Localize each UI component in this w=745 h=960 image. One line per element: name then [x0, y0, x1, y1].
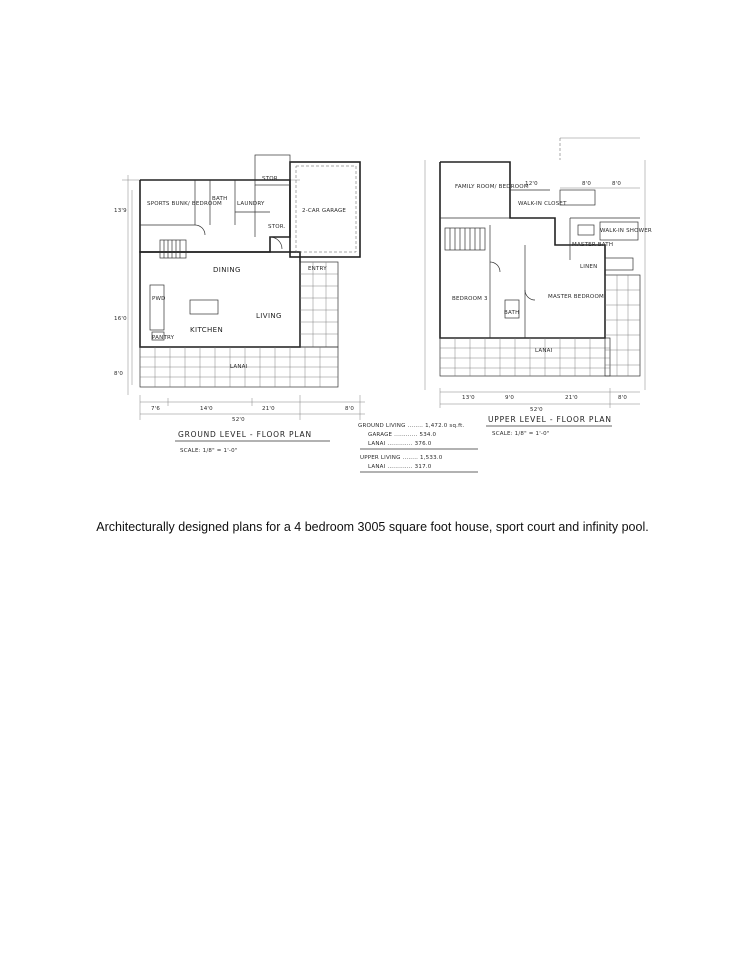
room-pwd: PWD	[152, 296, 166, 302]
dim-8-side: 8'0	[114, 371, 124, 377]
dim-upper-12: 12'0	[525, 181, 538, 187]
room-pantry: PANTRY	[152, 335, 175, 341]
room-entry: ENTRY	[308, 266, 327, 272]
upper-level-plan	[425, 138, 652, 437]
room-bedroom-3: BEDROOM 3	[452, 296, 488, 302]
dim-upper-52: 52'0	[530, 407, 543, 413]
room-garage: 2-CAR GARAGE	[302, 208, 347, 214]
ground-plan-title: GROUND LEVEL - FLOOR PLAN	[178, 430, 312, 439]
room-storage: STOR.	[262, 176, 280, 182]
room-linen: LINEN	[580, 264, 598, 270]
dim-7-6: 7'6	[151, 406, 161, 412]
room-bath: BATH	[212, 196, 228, 202]
upper-plan-title: UPPER LEVEL - FLOOR PLAN	[488, 415, 612, 424]
dim-upper-9: 9'0	[505, 395, 515, 401]
room-master-bedroom: MASTER BEDROOM	[548, 294, 604, 300]
room-lanai: LANAI	[230, 364, 248, 370]
dim-13: 13'9	[114, 208, 127, 214]
room-master-bath: MASTER BATH	[572, 242, 614, 248]
dim-upper-8-top-2: 8'0	[612, 181, 622, 187]
dim-21: 21'0	[262, 406, 275, 412]
room-family: FAMILY ROOM/ BEDROOM	[455, 184, 529, 190]
room-living: LIVING	[256, 312, 282, 320]
area-upper-lanai: LANAI ............. 317.0	[368, 464, 432, 470]
dim-16: 16'0	[114, 316, 127, 322]
room-upper-bath: BATH	[504, 310, 520, 316]
area-upper-living: UPPER LIVING ........ 1,533.0	[360, 455, 443, 461]
dim-8: 8'0	[345, 406, 355, 412]
dim-upper-21: 21'0	[565, 395, 578, 401]
room-shower: WALK-IN SHOWER	[600, 228, 652, 234]
room-sports-bunk: SPORTS BUNK/ BEDROOM	[147, 201, 222, 207]
area-lanai: LANAI ............. 376.0	[368, 441, 432, 447]
ground-plan-scale: SCALE: 1/8" = 1'-0"	[180, 448, 238, 454]
dim-upper-8: 8'0	[618, 395, 628, 401]
dim-52: 52'0	[232, 417, 245, 423]
room-walkin: WALK-IN CLOSET	[518, 201, 567, 207]
room-storage-2: STOR.	[268, 224, 286, 230]
room-upper-lanai: LANAI	[535, 348, 553, 354]
dim-upper-13: 13'0	[462, 395, 475, 401]
upper-plan-scale: SCALE: 1/8" = 1'-0"	[492, 431, 550, 437]
dim-14: 14'0	[200, 406, 213, 412]
caption: Architecturally designed plans for a 4 bedroom 3005 square foot house, sport court and infinity pool.	[96, 520, 649, 534]
area-ground-living: GROUND LIVING ........ 1,472.0 sq.ft.	[358, 423, 465, 429]
dim-upper-8-top: 8'0	[582, 181, 592, 187]
ground-level-plan	[114, 155, 365, 454]
area-garage: GARAGE ............ 534.0	[368, 432, 437, 438]
room-laundry: LAUNDRY	[237, 201, 265, 207]
room-kitchen: KITCHEN	[190, 326, 224, 334]
room-dining: DINING	[213, 266, 241, 274]
area-table	[358, 423, 478, 472]
